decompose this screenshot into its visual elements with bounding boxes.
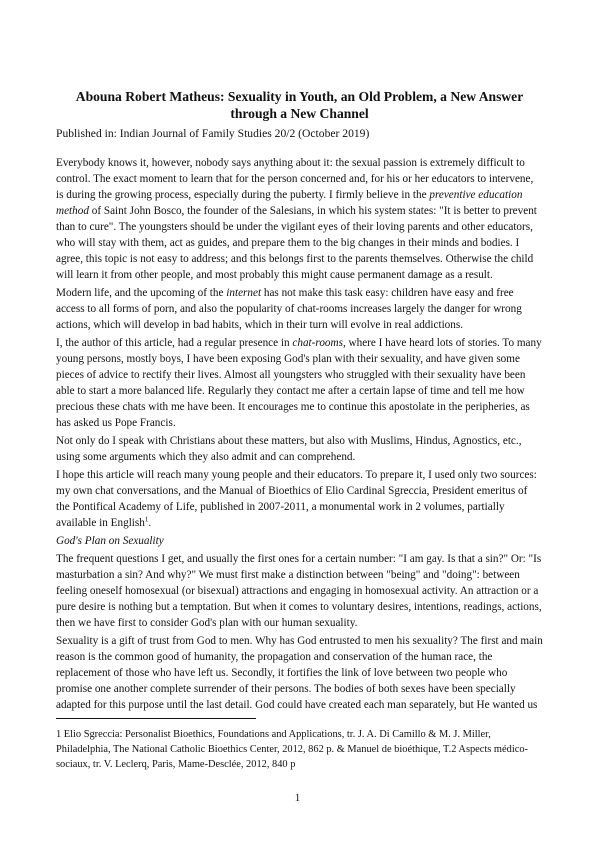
paragraph-7: Sexuality is a gift of trust from God to men. Why has God entrusted to men his sexuality? The first and main reason is the common good of humanity, the propagation and conservation of the human race, the replacement of those who have left us. Secondly, it fortifies the link of love between two people who promise one another complete surrender of their persons. The bodies of both sexes have been specially adapted for this purpose until the last detail. God could have created each man separately, but He wanted us [56, 635, 543, 711]
paragraph-3-text-b: , where I have heard lots of stories. To many young persons, mostly boys, I have been exposing God's plan with their sexuality, and have given some pieces of advice to rectify their lives. Almost all youngsters who struggled with their sexuality have been able to start a more balanced life. Regularly they contact me after a certain lapse of time and tell me how precious these chats with me have been. It encourages me to continue this apostolate in the peripheries, as has asked us Pope Francis. [56, 337, 542, 429]
paragraph-5-text-b: . [148, 517, 152, 529]
paragraph-1-emphasis: preventive education method [56, 189, 523, 217]
footnote-reference[interactable]: 1 [144, 515, 149, 524]
paragraph-1-text-b: of Saint John Bosco, the founder of the Salesians, in which his system states: "It is better to prevent than to cure". The youngsters should be under the vigilant eyes of their loving parents and other educators, who will stay with them, act as guides, and prepare them to the big changes in their minds and bodies. I agree, this topic is not easy to address; and this belongs first to the parents themselves. Otherwise the child will learn it from other people, and most probably this might cause permanent damage as a result. [56, 205, 537, 281]
paragraph-2-emphasis: internet [226, 287, 262, 299]
section-heading: God's Plan on Sexuality [56, 535, 164, 547]
footnote: 1 Elio Sgreccia: Personalist Bioethics, Foundations and Applications, tr. J. A. Di Camillo & M. J. Miller, Philadelphia, The National Catholic Bioethics Center, 2012, 862 p. & Manuel de bioéthique, T.2 Aspects médico-sociaux, tr. V. Leclerq, Paris, Mame-Desclée, 2012, 840 p [56, 729, 528, 770]
paragraph-2-text-a: Modern life, and the upcoming of the [56, 287, 227, 299]
publication-info: Published in: Indian Journal of Family Studies 20/2 (October 2019) [56, 127, 370, 140]
page-number: 1 [294, 792, 301, 804]
paragraph-2 [56, 285, 543, 333]
paragraph-2-text-b: has not make this task easy: children have easy and free access to all forms of porn, and also the popularity of chat-rooms increases largely the danger for wrong actions, which will develop in bad habits, which in their turn will evolve in real addictions. [56, 287, 522, 331]
paragraph-4: Not only do I speak with Christians about these matters, but also with Muslims, Hindus, Agnostics, etc., using some arguments which they also admit and can comprehend. [56, 435, 522, 463]
paragraph-1-text-a: Everybody knows it, however, nobody says anything about it: the sexual passion is extremely difficult to control. The exact moment to learn that for the person concerned and, for his or her educators to intervene, is during the growing process, especially during the puberty. I firmly believe in the [56, 157, 534, 201]
paragraph-5 [56, 467, 543, 531]
footnote-divider [56, 718, 256, 719]
paragraph-3-emphasis: chat-rooms [292, 337, 343, 349]
paragraph-3-text-a: I, the author of this article, had a regular presence in [56, 337, 293, 349]
paragraph-1 [56, 155, 543, 283]
paragraph-3 [56, 335, 543, 431]
paragraph-5-text-a: I hope this article will reach many young people and their educators. To prepare it, I used only two sources: my own chat conversations, and the Manual of Bioethics of Elio Cardinal Sgreccia, President emeritus of the Pontifical Academy of Life, published in 2007-2011, a monumental work in 2 volumes, partially available in English [56, 469, 537, 529]
document-title: Abouna Robert Matheus: Sexuality in Youth, an Old Problem, a New Answer through a New Channel [75, 89, 524, 121]
paragraph-6: The frequent questions I get, and usually the first ones for a certain number: "I am gay. Is that a sin?" Or: "Is masturbation a sin? And why?" We must first make a distinction between "being" and "doing": between feeling oneself homosexual (or bisexual) attractions and engaging in homosexual activity. An attraction or a pure desire is nothing but a temptation. But when it comes to voluntary desires, intentions, readings, actions, then we have first to consider God's plan with our human sexuality. [56, 553, 542, 629]
